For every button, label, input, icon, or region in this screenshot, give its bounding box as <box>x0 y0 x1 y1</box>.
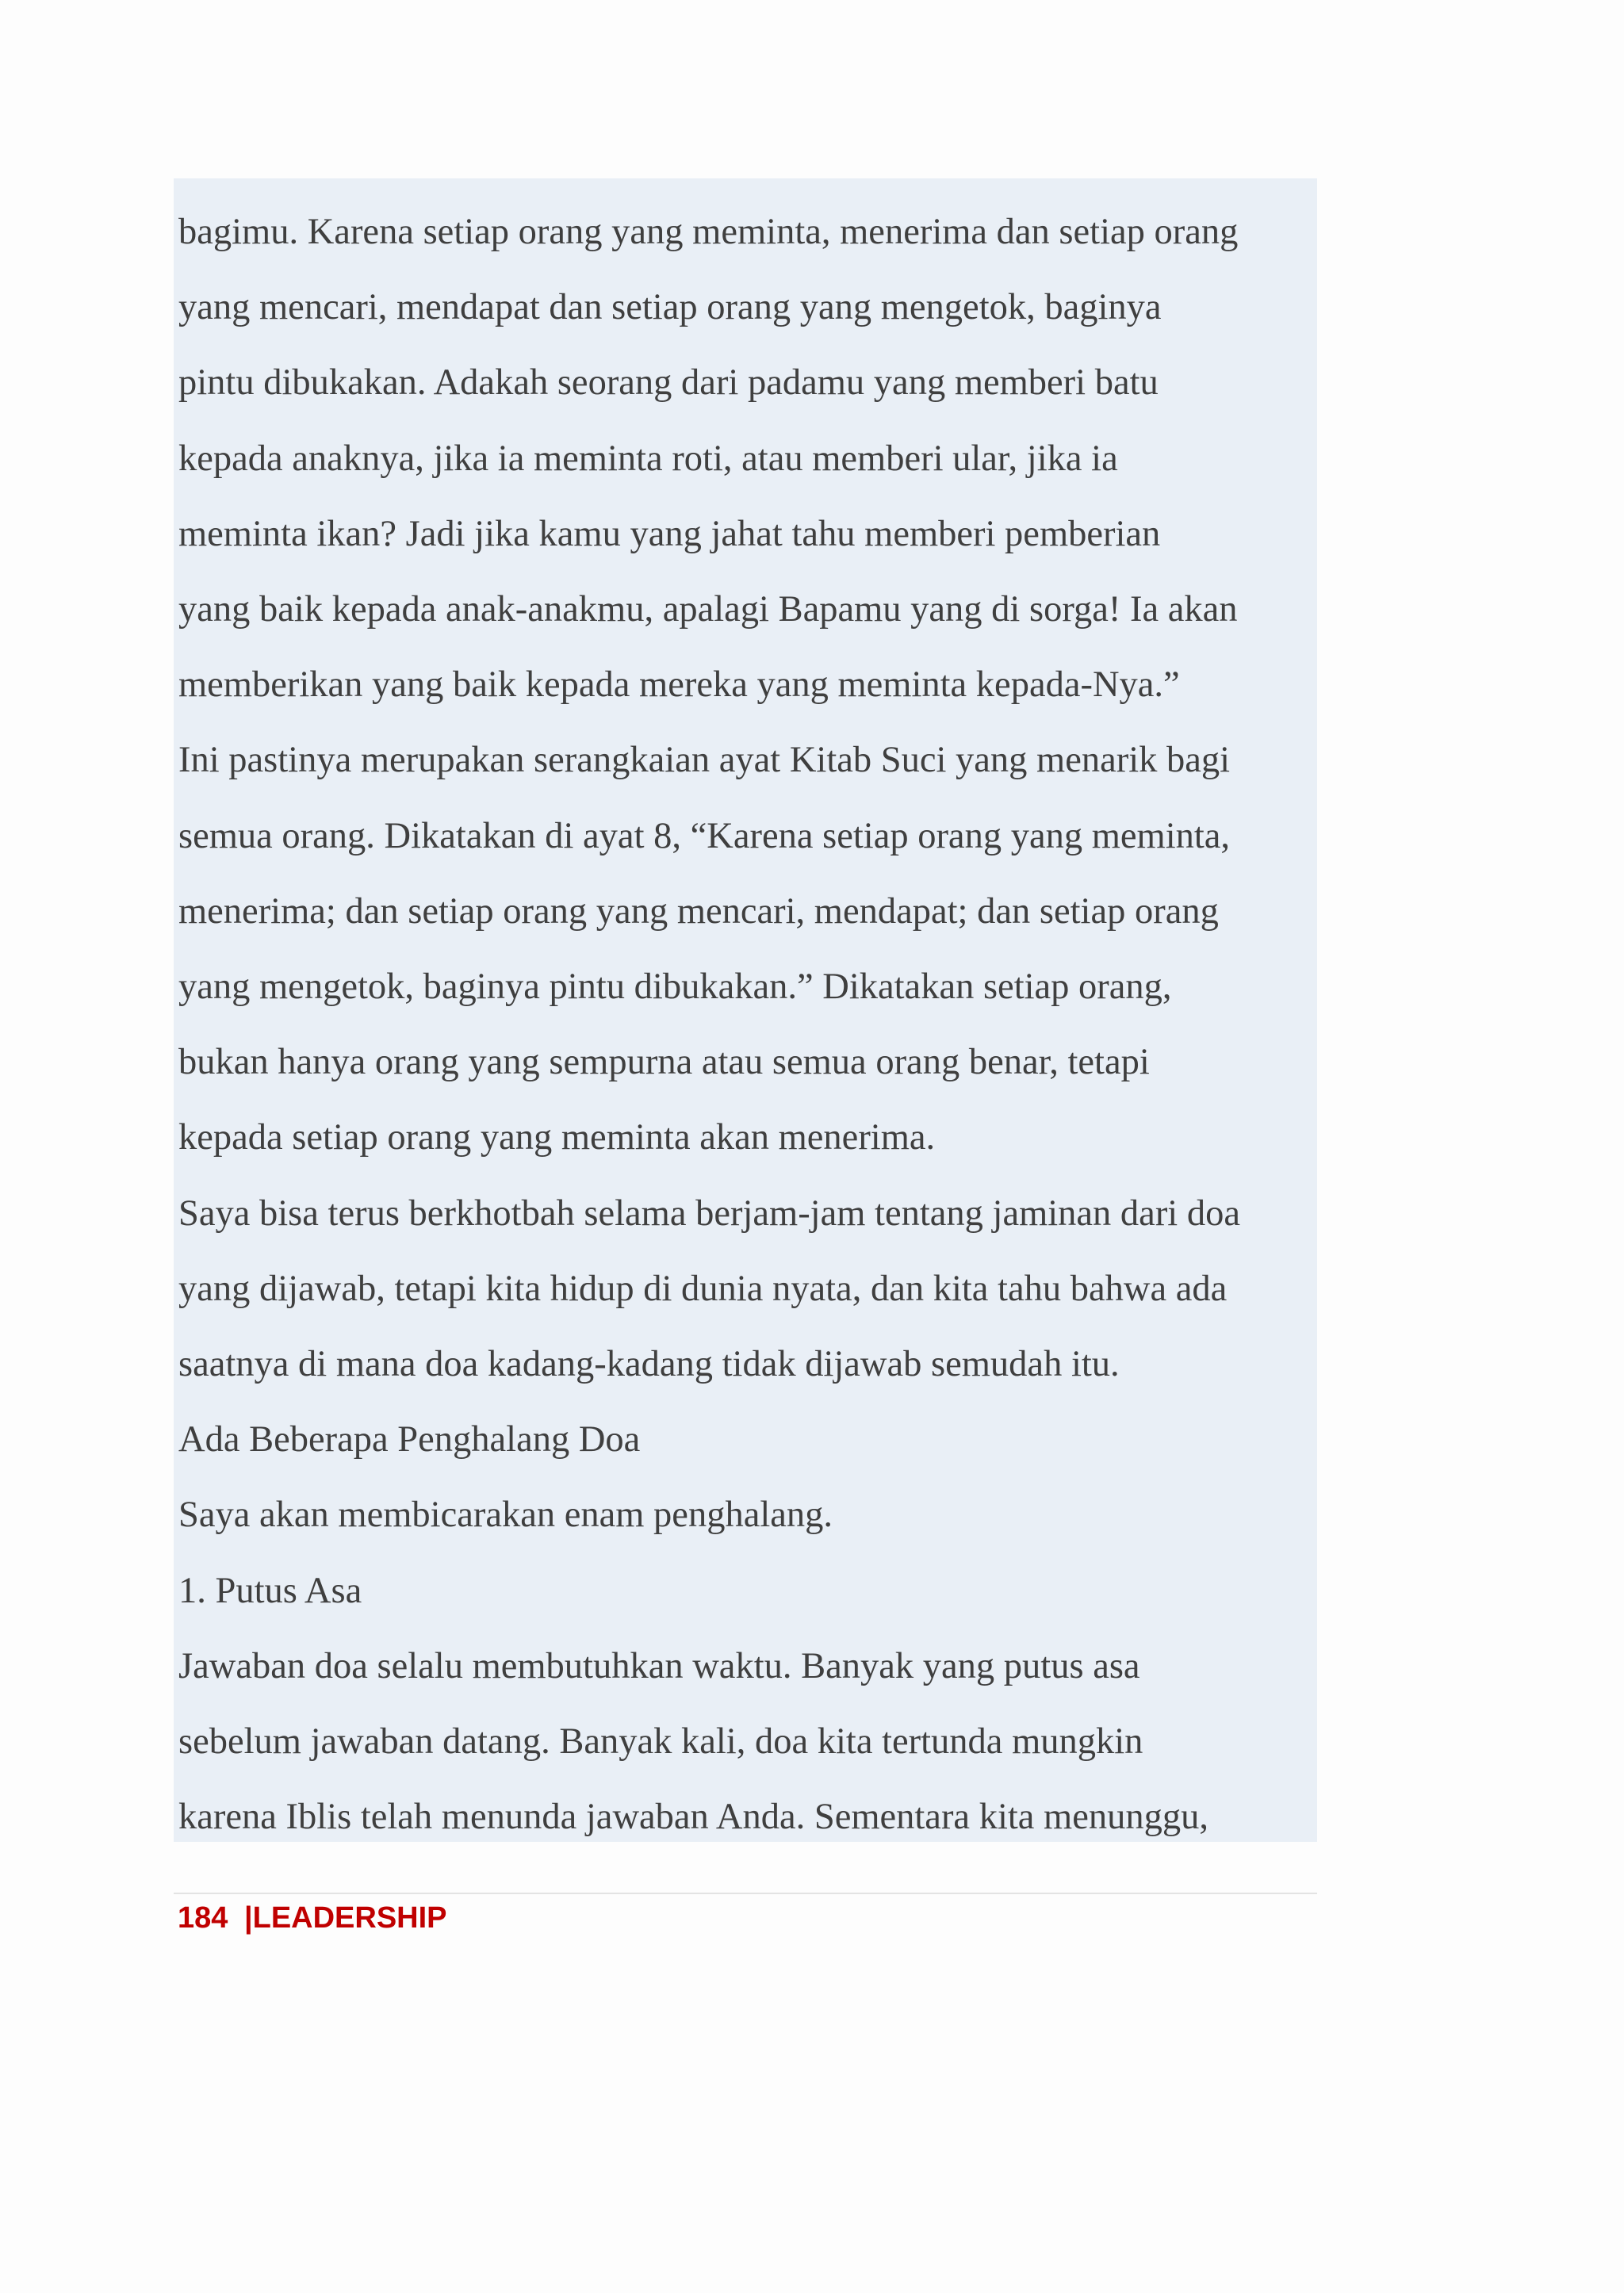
text-line: kepada setiap orang yang meminta akan menerima. <box>178 1117 936 1158</box>
text-line: Ini pastinya merupakan serangkaian ayat Kitab Suci yang menarik bagi <box>178 740 1231 781</box>
text-line: yang dijawab, tetapi kita hidup di dunia nyata, dan kita tahu bahwa ada <box>178 1268 1228 1309</box>
text-line: yang mencari, mendapat dan setiap orang yang mengetok, baginya <box>178 287 1162 328</box>
footer-divider <box>174 1893 1317 1894</box>
text-line: pintu dibukakan. Adakah seorang dari padamu yang memberi batu <box>178 362 1159 404</box>
text-line: 1. Putus Asa <box>178 1570 362 1611</box>
text-line: meminta ikan? Jadi jika kamu yang jahat tahu memberi pemberian <box>178 513 1161 554</box>
text-line: yang baik kepada anak-anakmu, apalagi Bapamu yang di sorga! Ia akan <box>178 589 1238 630</box>
text-line: Ada Beberapa Penghalang Doa <box>178 1419 641 1460</box>
text-line: semua orang. Dikatakan di ayat 8, “Karena setiap orang yang meminta, <box>178 815 1231 856</box>
text-line: bagimu. Karena setiap orang yang meminta, menerima dan setiap orang <box>178 212 1239 252</box>
text-line: Jawaban doa selalu membutuhkan waktu. Banyak yang putus asa <box>178 1645 1140 1686</box>
text-line: Saya bisa terus berkhotbah selama berjam-jam tentang jaminan dari doa <box>178 1192 1240 1234</box>
text-line: karena Iblis telah menunda jawaban Anda. Sementara kita menunggu, <box>178 1797 1208 1838</box>
text-line: yang mengetok, baginya pintu dibukakan.” Dikatakan setiap orang, <box>178 967 1172 1007</box>
text-line: menerima; dan setiap orang yang mencari, mendapat; dan setiap orang <box>178 890 1219 932</box>
footer-separator: | <box>243 1901 253 1935</box>
page-footer <box>178 1901 447 1935</box>
text-line: memberikan yang baik kepada mereka yang meminta kepada-Nya.” <box>178 664 1180 706</box>
page-number: 184 <box>178 1901 228 1935</box>
text-line: bukan hanya orang yang sempurna atau semua orang benar, tetapi <box>178 1042 1150 1083</box>
body-text-block <box>174 178 1317 1842</box>
text-line: saatnya di mana doa kadang-kadang tidak dijawab semudah itu. <box>178 1344 1120 1384</box>
text-line: Saya akan membicarakan enam penghalang. <box>178 1495 833 1536</box>
footer-title: LEADERSHIP <box>252 1901 447 1935</box>
text-line: kepada anaknya, jika ia meminta roti, atau memberi ular, jika ia <box>178 438 1118 479</box>
text-line: sebelum jawaban datang. Banyak kali, doa kita tertunda mungkin <box>178 1721 1143 1762</box>
